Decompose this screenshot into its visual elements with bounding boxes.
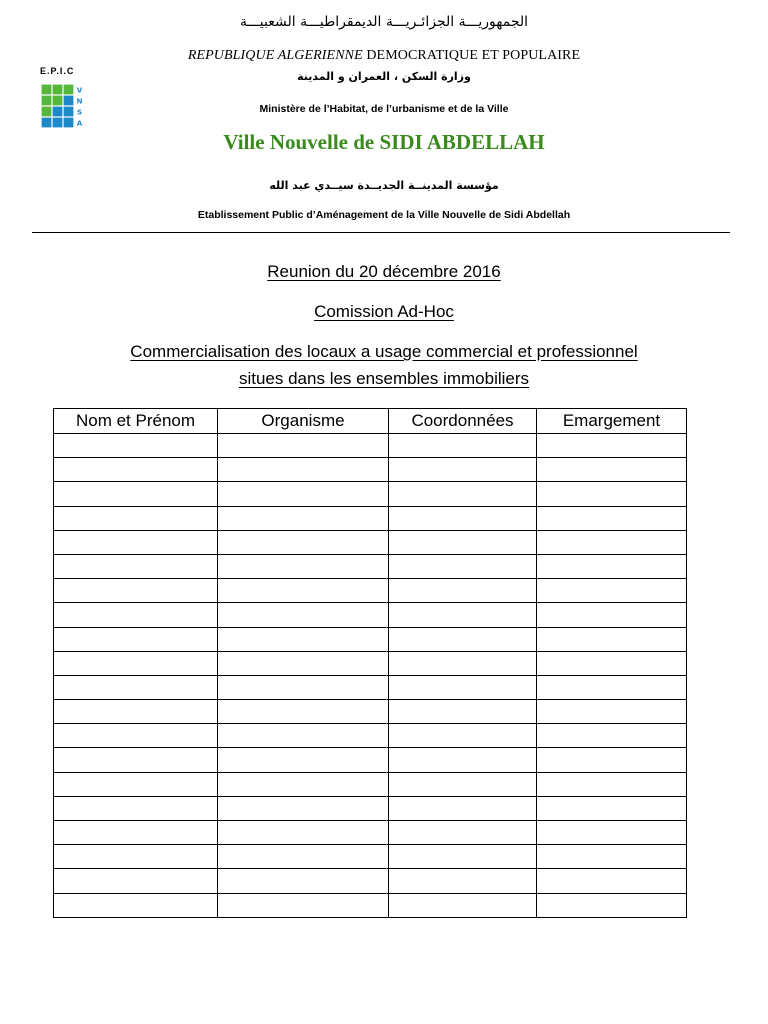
republic-title-fr xyxy=(0,48,768,64)
table-row xyxy=(54,845,687,869)
cell-organisme xyxy=(218,458,389,482)
cell-coordonnees xyxy=(389,434,537,458)
cell-emargement xyxy=(537,434,687,458)
table-row xyxy=(54,554,687,578)
cell-coordonnees xyxy=(389,893,537,917)
column-header-coordonnees: Coordonnées xyxy=(389,409,537,434)
ville-nouvelle-title: Ville Nouvelle de SIDI ABDELLAH xyxy=(223,130,545,154)
logo-cell xyxy=(42,85,52,95)
table-body xyxy=(54,434,687,918)
cell-coordonnees xyxy=(389,603,537,627)
table-row xyxy=(54,821,687,845)
table-row xyxy=(54,893,687,917)
cell-coordonnees xyxy=(389,796,537,820)
cell-emargement xyxy=(537,675,687,699)
cell-name xyxy=(54,675,218,699)
cell-name xyxy=(54,530,218,554)
cell-organisme xyxy=(218,603,389,627)
cell-name xyxy=(54,893,218,917)
cell-organisme xyxy=(218,700,389,724)
cell-coordonnees xyxy=(389,821,537,845)
arabic-ministry-name: وزارة السكن ، العمران و المدينة xyxy=(297,70,471,83)
table-row xyxy=(54,458,687,482)
cell-name xyxy=(54,796,218,820)
cell-emargement xyxy=(537,651,687,675)
cell-organisme xyxy=(218,579,389,603)
cell-organisme xyxy=(218,869,389,893)
cell-coordonnees xyxy=(389,458,537,482)
table-row xyxy=(54,482,687,506)
cell-emargement xyxy=(537,821,687,845)
ministry-name-fr: Ministère de l’Habitat, de l’urbanisme et de la Ville xyxy=(259,103,509,115)
table-row xyxy=(54,579,687,603)
cell-name xyxy=(54,869,218,893)
cell-coordonnees xyxy=(389,579,537,603)
cell-name xyxy=(54,603,218,627)
cell-emargement xyxy=(537,554,687,578)
republic-title-rest: DEMOCRATIQUE ET POPULAIRE xyxy=(362,48,581,63)
cell-emargement xyxy=(537,530,687,554)
cell-name xyxy=(54,482,218,506)
republic-title-italic: REPUBLIQUE ALGERIENNE xyxy=(187,48,363,63)
cell-name xyxy=(54,821,218,845)
table-row xyxy=(54,651,687,675)
header-divider xyxy=(32,232,730,233)
table-row xyxy=(54,869,687,893)
cell-emargement xyxy=(537,869,687,893)
cell-organisme xyxy=(218,796,389,820)
cell-coordonnees xyxy=(389,627,537,651)
cell-emargement xyxy=(537,748,687,772)
logo-cell xyxy=(64,118,74,128)
cell-coordonnees xyxy=(389,700,537,724)
cell-coordonnees xyxy=(389,651,537,675)
arabic-republic-title: الجمهوريـــة الجزائـريـــة الديمقراطيـــة الشعبيـــة xyxy=(239,14,529,30)
cell-name xyxy=(54,434,218,458)
cell-coordonnees xyxy=(389,530,537,554)
cell-organisme xyxy=(218,627,389,651)
cell-coordonnees xyxy=(389,482,537,506)
cell-organisme xyxy=(218,554,389,578)
table-row xyxy=(54,724,687,748)
cell-name xyxy=(54,651,218,675)
cell-organisme xyxy=(218,821,389,845)
cell-emargement xyxy=(537,724,687,748)
logo-cell xyxy=(53,85,63,95)
cell-coordonnees xyxy=(389,554,537,578)
logo-cell xyxy=(53,118,63,128)
cell-emargement xyxy=(537,506,687,530)
cell-name xyxy=(54,845,218,869)
cell-name xyxy=(54,554,218,578)
cell-organisme xyxy=(218,893,389,917)
table-row xyxy=(54,603,687,627)
logo-letter: N xyxy=(76,97,83,106)
table-row xyxy=(54,434,687,458)
table-row xyxy=(54,796,687,820)
cell-organisme xyxy=(218,772,389,796)
cell-organisme xyxy=(218,675,389,699)
subject-line-2 xyxy=(0,369,768,389)
cell-name xyxy=(54,579,218,603)
cell-name xyxy=(54,748,218,772)
establishment-name-fr: Etablissement Public d’Aménagement de la Ville Nouvelle de Sidi Abdellah xyxy=(197,209,571,221)
subject-text-2: situes dans les ensembles immobiliers xyxy=(238,369,530,388)
logo-letter: A xyxy=(76,119,83,128)
cell-emargement xyxy=(537,796,687,820)
cell-organisme xyxy=(218,724,389,748)
cell-name xyxy=(54,627,218,651)
cell-coordonnees xyxy=(389,748,537,772)
cell-name xyxy=(54,458,218,482)
cell-coordonnees xyxy=(389,724,537,748)
column-header-name: Nom et Prénom xyxy=(54,409,218,434)
cell-emargement xyxy=(537,627,687,651)
commission-heading xyxy=(0,302,768,322)
subject-line-1 xyxy=(0,342,768,362)
cell-name xyxy=(54,724,218,748)
table-row xyxy=(54,748,687,772)
table-row xyxy=(54,675,687,699)
table-row xyxy=(54,700,687,724)
table-header-row xyxy=(54,409,687,434)
cell-name xyxy=(54,772,218,796)
cell-name xyxy=(54,700,218,724)
commission-text: Comission Ad-Hoc xyxy=(314,302,454,321)
cell-emargement xyxy=(537,482,687,506)
table-row xyxy=(54,530,687,554)
logo-letter: S xyxy=(76,108,83,117)
epic-label: E.P.I.C xyxy=(40,66,75,76)
meeting-date-heading xyxy=(0,262,768,282)
cell-emargement xyxy=(537,579,687,603)
cell-emargement xyxy=(537,603,687,627)
column-header-organisme: Organisme xyxy=(218,409,389,434)
cell-coordonnees xyxy=(389,772,537,796)
cell-coordonnees xyxy=(389,869,537,893)
cell-coordonnees xyxy=(389,845,537,869)
logo-letter: V xyxy=(76,86,83,95)
cell-name xyxy=(54,506,218,530)
cell-emargement xyxy=(537,893,687,917)
cell-organisme xyxy=(218,482,389,506)
logo-cell xyxy=(64,85,74,95)
cell-organisme xyxy=(218,434,389,458)
cell-organisme xyxy=(218,530,389,554)
cell-emargement xyxy=(537,700,687,724)
cell-coordonnees xyxy=(389,506,537,530)
column-header-emargement: Emargement xyxy=(537,409,687,434)
cell-coordonnees xyxy=(389,675,537,699)
cell-organisme xyxy=(218,651,389,675)
cell-organisme xyxy=(218,845,389,869)
cell-emargement xyxy=(537,772,687,796)
table-row xyxy=(54,627,687,651)
table-row xyxy=(54,506,687,530)
cell-organisme xyxy=(218,748,389,772)
arabic-establishment-name: مؤسسة المدينــة الجديــدة سيــدي عبد الله xyxy=(269,179,499,192)
attendance-sign-in-table xyxy=(53,408,687,918)
table-row xyxy=(54,772,687,796)
meeting-date-text: Reunion du 20 décembre 2016 xyxy=(267,262,501,281)
cell-emargement xyxy=(537,845,687,869)
subject-text-1: Commercialisation des locaux a usage commercial et professionnel xyxy=(130,342,638,361)
cell-organisme xyxy=(218,506,389,530)
cell-emargement xyxy=(537,458,687,482)
logo-cell xyxy=(42,118,52,128)
